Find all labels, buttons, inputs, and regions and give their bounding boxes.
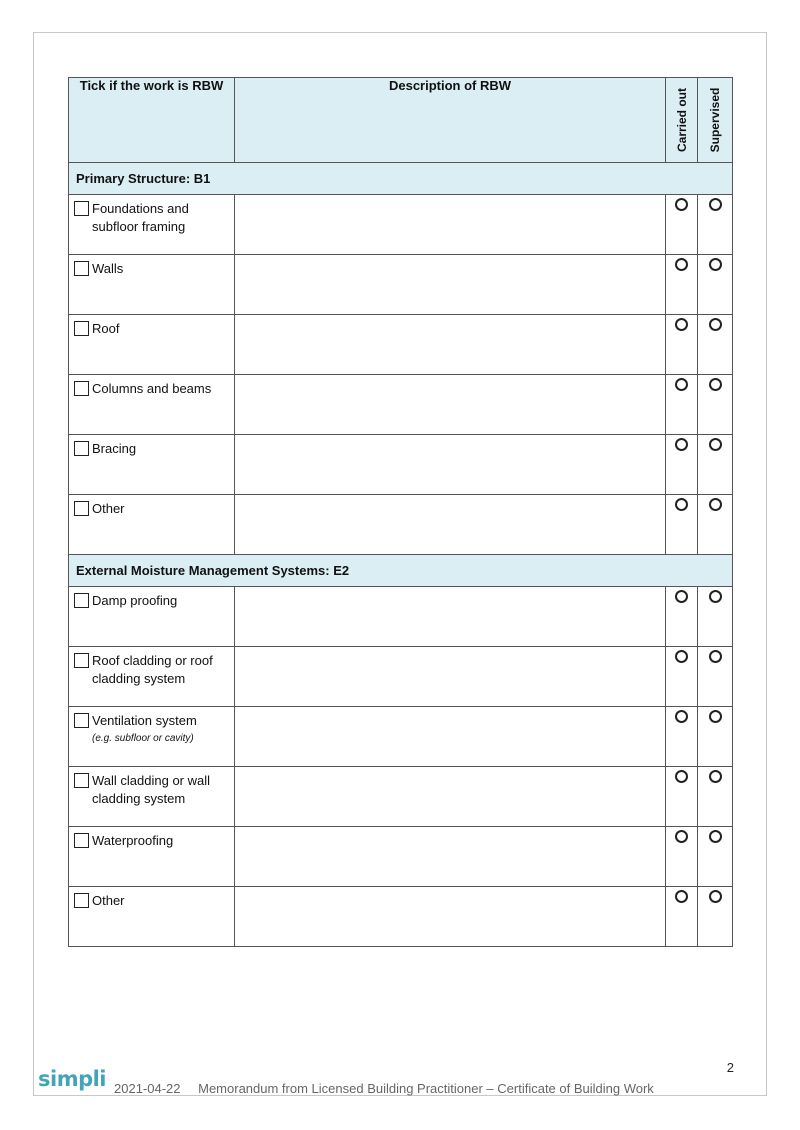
rbw-checkbox[interactable] xyxy=(74,201,89,216)
item-label: Other xyxy=(92,893,125,908)
carried-out-radio[interactable] xyxy=(675,710,688,723)
carried-out-radio[interactable] xyxy=(675,830,688,843)
supervised-radio[interactable] xyxy=(709,498,722,511)
item-label: Damp proofing xyxy=(92,593,178,608)
carried-out-radio[interactable] xyxy=(675,198,688,211)
table-row xyxy=(69,435,733,495)
description-field[interactable] xyxy=(235,887,666,947)
header-description: Description of RBW xyxy=(235,78,666,163)
rbw-checkbox[interactable] xyxy=(74,653,89,668)
description-field[interactable] xyxy=(235,255,666,315)
table-row xyxy=(69,195,733,255)
header-carried-out xyxy=(666,78,698,163)
rbw-checkbox[interactable] xyxy=(74,833,89,848)
header-tick: Tick if the work is RBW xyxy=(69,78,235,163)
supervised-radio[interactable] xyxy=(709,318,722,331)
table-row xyxy=(69,495,733,555)
table-row xyxy=(69,255,733,315)
carried-out-radio[interactable] xyxy=(675,890,688,903)
table-row xyxy=(69,315,733,375)
item-label: Columns and beams xyxy=(92,381,212,396)
footer-document-title: Memorandum from Licensed Building Practitioner – Certificate of Building Work xyxy=(198,1081,654,1096)
rbw-checkbox[interactable] xyxy=(74,773,89,788)
description-field[interactable] xyxy=(235,767,666,827)
description-field[interactable] xyxy=(235,707,666,767)
table-row xyxy=(69,827,733,887)
item-note: (e.g. subfloor or cavity) xyxy=(92,733,194,744)
supervised-radio[interactable] xyxy=(709,650,722,663)
rbw-checkbox[interactable] xyxy=(74,261,89,276)
item-label: Wall cladding or wall cladding system xyxy=(92,773,211,806)
table-row xyxy=(69,587,733,647)
table-row xyxy=(69,647,733,707)
page-number: 2 xyxy=(726,1060,734,1075)
supervised-radio[interactable] xyxy=(709,438,722,451)
rbw-checkbox[interactable] xyxy=(74,713,89,728)
description-field[interactable] xyxy=(235,495,666,555)
rbw-checkbox[interactable] xyxy=(74,593,89,608)
table-row xyxy=(69,887,733,947)
section-row xyxy=(69,555,733,587)
rbw-checkbox[interactable] xyxy=(74,321,89,336)
carried-out-radio[interactable] xyxy=(675,498,688,511)
supervised-radio[interactable] xyxy=(709,590,722,603)
supervised-radio[interactable] xyxy=(709,198,722,211)
description-field[interactable] xyxy=(235,315,666,375)
supervised-radio[interactable] xyxy=(709,830,722,843)
section-title: Primary Structure: B1 xyxy=(69,163,733,195)
item-label: Bracing xyxy=(92,441,137,456)
table-row xyxy=(69,707,733,767)
carried-out-radio[interactable] xyxy=(675,770,688,783)
item-label: Foundations and subfloor framing xyxy=(92,201,189,234)
item-label: Walls xyxy=(92,261,124,276)
carried-out-radio[interactable] xyxy=(675,438,688,451)
description-field[interactable] xyxy=(235,195,666,255)
description-field[interactable] xyxy=(235,435,666,495)
description-field[interactable] xyxy=(235,827,666,887)
item-label: Waterproofing xyxy=(92,833,174,848)
carried-out-radio[interactable] xyxy=(675,318,688,331)
header-row xyxy=(69,78,733,163)
rbw-table xyxy=(68,77,733,947)
carried-out-radio[interactable] xyxy=(675,258,688,271)
supervised-radio[interactable] xyxy=(709,710,722,723)
rbw-checkbox[interactable] xyxy=(74,501,89,516)
carried-out-radio[interactable] xyxy=(675,590,688,603)
rbw-checkbox[interactable] xyxy=(74,441,89,456)
footer xyxy=(114,1081,654,1096)
footer-date: 2021-04-22 xyxy=(114,1081,181,1096)
header-supervised-label: Supervised xyxy=(708,87,722,153)
header-supervised xyxy=(698,78,733,163)
item-label: Ventilation system xyxy=(92,713,197,728)
supervised-radio[interactable] xyxy=(709,770,722,783)
supervised-radio[interactable] xyxy=(709,258,722,271)
supervised-radio[interactable] xyxy=(709,890,722,903)
description-field[interactable] xyxy=(235,375,666,435)
item-label: Roof cladding or roof cladding system xyxy=(92,653,213,686)
table-row xyxy=(69,767,733,827)
item-label: Roof xyxy=(92,321,120,336)
description-field[interactable] xyxy=(235,587,666,647)
carried-out-radio[interactable] xyxy=(675,378,688,391)
section-row xyxy=(69,163,733,195)
simpli-logo: simpli xyxy=(38,1067,107,1091)
rbw-checkbox[interactable] xyxy=(74,893,89,908)
item-label-wrap xyxy=(92,712,197,747)
carried-out-radio[interactable] xyxy=(675,650,688,663)
header-carried-out-label: Carried out xyxy=(674,87,689,153)
item-label: Other xyxy=(92,501,125,516)
rbw-checkbox[interactable] xyxy=(74,381,89,396)
section-title: External Moisture Management Systems: E2 xyxy=(69,555,733,587)
supervised-radio[interactable] xyxy=(709,378,722,391)
table-row xyxy=(69,375,733,435)
description-field[interactable] xyxy=(235,647,666,707)
